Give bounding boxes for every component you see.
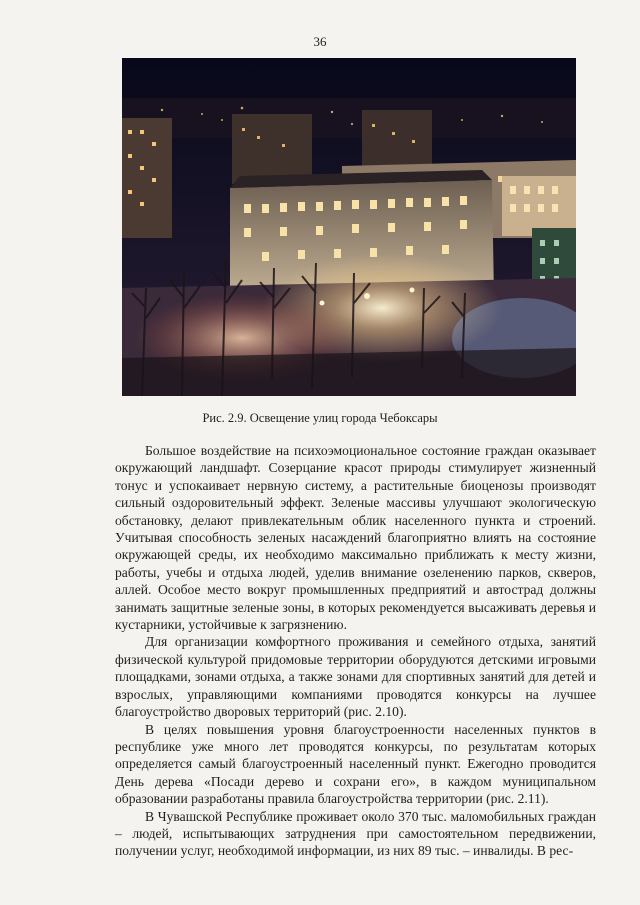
page-number: 36	[313, 34, 327, 49]
body-text	[115, 442, 596, 860]
paragraph: Для организации комфортного проживания и семейного отдыха, занятий физической культурой придомовые территории оборудуются детскими игровыми площадками, зонами отдыха, а также зонами для спортивных занятий для детей и взрослых, управляющими компаниями проводятся конкурсы на лучшее благоустройство дворовых территорий (рис. 2.10).	[115, 634, 596, 720]
figure-caption: Рис. 2.9. Освещение улиц города Чебоксары	[202, 411, 438, 425]
paragraph: В целях повышения уровня благоустроенности населенных пунктов в республике уже много лет проводятся конкурсы, по результатам которых определяется самый благоустроенный населенный пункт. Ежегодно проводится День дерева «Посади дерево и сохрани его», в каждом муниципальном образовании разработаны правила благоустройства территории (рис. 2.11).	[115, 721, 596, 807]
night-city-photo	[122, 58, 576, 396]
night-city-illustration	[122, 58, 576, 396]
paragraph: В Чувашской Республике проживает около 370 тыс. маломобильных граждан – людей, испытывающих затруднения при самостоятельном передвижении, получении услуг, необходимой информации, из них 89 тыс. – инвалиды. В рес-	[115, 808, 596, 859]
paragraph: Большое воздействие на психоэмоциональное состояние граждан оказывает окружающий ландшафт. Созерцание красот природы стимулирует жизненный тонус и успокаивает нервную систему, а растительные биоценозы производят сильный оздоровительный эффект. Зеленые массивы улучшают экологическую обстановку, делают привлекательным облик населенного пункта и строений. Учитывая способность зеленых насаждений благоприятно влиять на состояние окружающей среды, их необходимо максимально приближать к месту жизни, работы, учебы и отдыха людей, уделив внимание озеленению парков, скверов, аллей. Особое место вокруг промышленных предприятий и автострад должны занимать защитные зеленые зоны, в которых рекомендуется высаживать деревья и кустарники, устойчивые к загрязнению.	[115, 443, 596, 633]
